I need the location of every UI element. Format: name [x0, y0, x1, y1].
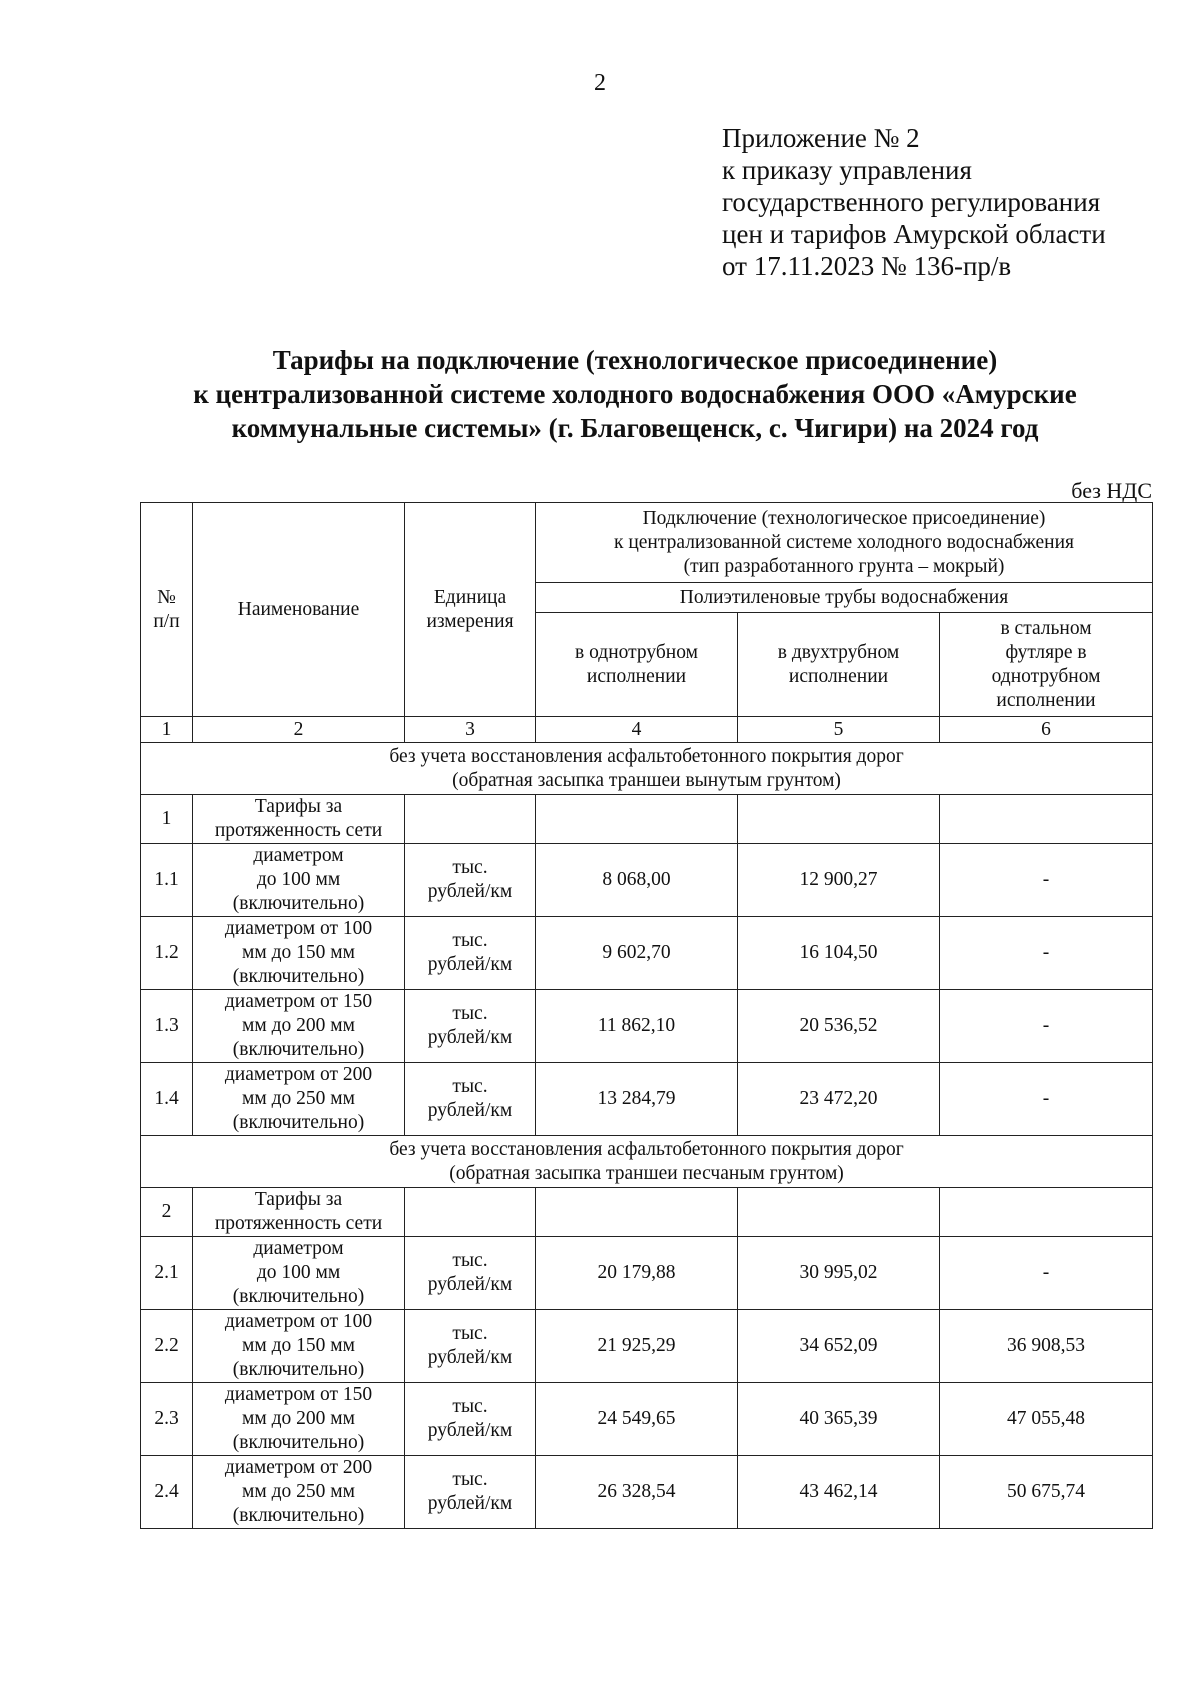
- row-value-steel: 50 675,74: [940, 1456, 1153, 1529]
- row-value-double: 43 462,14: [738, 1456, 940, 1529]
- table-row: [141, 990, 1153, 1063]
- row-value-single: 24 549,65: [536, 1383, 738, 1456]
- page-number: 2: [594, 70, 606, 96]
- row-unit: тыс. рублей/км: [405, 1456, 536, 1529]
- row-num: 1.3: [141, 990, 193, 1063]
- row-unit: тыс. рублей/км: [405, 990, 536, 1063]
- vat-note: без НДС: [1071, 478, 1152, 503]
- row-value-single: 9 602,70: [536, 917, 738, 990]
- header-pipes: Полиэтиленовые трубы водоснабжения: [536, 583, 1153, 613]
- table-row: [141, 1063, 1153, 1136]
- row-name: диаметром от 150 мм до 200 мм (включительно): [193, 1383, 405, 1456]
- appendix-block: [722, 122, 1106, 282]
- row-num: 2.1: [141, 1237, 193, 1310]
- row-name: диаметром от 100 мм до 150 мм (включительно): [193, 1310, 405, 1383]
- appendix-line: к приказу управления: [722, 155, 972, 185]
- col-number: 3: [405, 717, 536, 743]
- header-connection: Подключение (технологическое присоединение) к централизованной системе холодного водоснабжения (тип разработанного грунта – мокрый): [536, 503, 1153, 583]
- row-unit: тыс. рублей/км: [405, 1310, 536, 1383]
- row-value-steel: -: [940, 917, 1153, 990]
- col-number: 6: [940, 717, 1153, 743]
- row-value-double: 30 995,02: [738, 1237, 940, 1310]
- row-name: диаметром от 200 мм до 250 мм (включительно): [193, 1456, 405, 1529]
- row-num: 2: [141, 1188, 193, 1237]
- row-value-steel: 36 908,53: [940, 1310, 1153, 1383]
- row-value-double: 23 472,20: [738, 1063, 940, 1136]
- row-value-single: 11 862,10: [536, 990, 738, 1063]
- row-value-steel: 47 055,48: [940, 1383, 1153, 1456]
- row-unit: тыс. рублей/км: [405, 917, 536, 990]
- appendix-line: цен и тарифов Амурской области: [722, 219, 1106, 249]
- tariff-table: [140, 502, 1153, 1529]
- row-value-single: 26 328,54: [536, 1456, 738, 1529]
- appendix-line: Приложение № 2: [722, 123, 920, 153]
- document-title: [150, 343, 1120, 445]
- row-unit: тыс. рублей/км: [405, 844, 536, 917]
- row-unit: тыс. рублей/км: [405, 1383, 536, 1456]
- row-value-single: 20 179,88: [536, 1237, 738, 1310]
- row-name: диаметром до 100 мм (включительно): [193, 844, 405, 917]
- table-row: [141, 844, 1153, 917]
- table-row: [141, 1383, 1153, 1456]
- col-number: 2: [193, 717, 405, 743]
- table-row: [141, 795, 1153, 844]
- row-value-double: 16 104,50: [738, 917, 940, 990]
- header-unit: Единица измерения: [405, 503, 536, 717]
- table-row: [141, 1310, 1153, 1383]
- row-value-double: 34 652,09: [738, 1310, 940, 1383]
- col-number: 4: [536, 717, 738, 743]
- row-unit: тыс. рублей/км: [405, 1237, 536, 1310]
- row-num: 1: [141, 795, 193, 844]
- table-row: [141, 917, 1153, 990]
- header-num: № п/п: [141, 503, 193, 717]
- title-line: коммунальные системы» (г. Благовещенск, с. Чигири) на 2024 год: [231, 413, 1039, 443]
- row-value-steel: -: [940, 1063, 1153, 1136]
- column-numbers-row: [141, 717, 1153, 743]
- table-row: [141, 1237, 1153, 1310]
- row-name: диаметром от 200 мм до 250 мм (включительно): [193, 1063, 405, 1136]
- row-value-single: 13 284,79: [536, 1063, 738, 1136]
- row-value-single: 8 068,00: [536, 844, 738, 917]
- row-value-steel: -: [940, 1237, 1153, 1310]
- row-name: Тарифы за протяженность сети: [193, 1188, 405, 1237]
- appendix-line: от 17.11.2023 № 136-пр/в: [722, 251, 1012, 281]
- section-caption: без учета восстановления асфальтобетонного покрытия дорог (обратная засыпка траншеи песчаным грунтом): [141, 1136, 1153, 1188]
- table-row: [141, 1188, 1153, 1237]
- row-num: 2.2: [141, 1310, 193, 1383]
- table-row: [141, 1456, 1153, 1529]
- row-num: 1.1: [141, 844, 193, 917]
- row-num: 2.4: [141, 1456, 193, 1529]
- row-num: 1.4: [141, 1063, 193, 1136]
- row-name: Тарифы за протяженность сети: [193, 795, 405, 844]
- col-number: 1: [141, 717, 193, 743]
- header-col4: в однотрубном исполнении: [536, 613, 738, 717]
- row-name: диаметром от 150 мм до 200 мм (включительно): [193, 990, 405, 1063]
- row-num: 2.3: [141, 1383, 193, 1456]
- row-value-steel: -: [940, 990, 1153, 1063]
- row-value-double: 40 365,39: [738, 1383, 940, 1456]
- row-unit: тыс. рублей/км: [405, 1063, 536, 1136]
- row-name: диаметром от 100 мм до 150 мм (включительно): [193, 917, 405, 990]
- row-name: диаметром до 100 мм (включительно): [193, 1237, 405, 1310]
- col-number: 5: [738, 717, 940, 743]
- row-value-double: 12 900,27: [738, 844, 940, 917]
- row-value-single: 21 925,29: [536, 1310, 738, 1383]
- appendix-line: государственного регулирования: [722, 187, 1101, 217]
- row-value-steel: -: [940, 844, 1153, 917]
- section-caption: без учета восстановления асфальтобетонного покрытия дорог (обратная засыпка траншеи вынутым грунтом): [141, 743, 1153, 795]
- row-value-double: 20 536,52: [738, 990, 940, 1063]
- title-line: Тарифы на подключение (технологическое присоединение): [272, 345, 998, 375]
- header-col5: в двухтрубном исполнении: [738, 613, 940, 717]
- header-name: Наименование: [193, 503, 405, 717]
- header-col6: в стальном футляре в однотрубном исполнении: [940, 613, 1153, 717]
- title-line: к централизованной системе холодного водоснабжения ООО «Амурские: [193, 379, 1077, 409]
- row-num: 1.2: [141, 917, 193, 990]
